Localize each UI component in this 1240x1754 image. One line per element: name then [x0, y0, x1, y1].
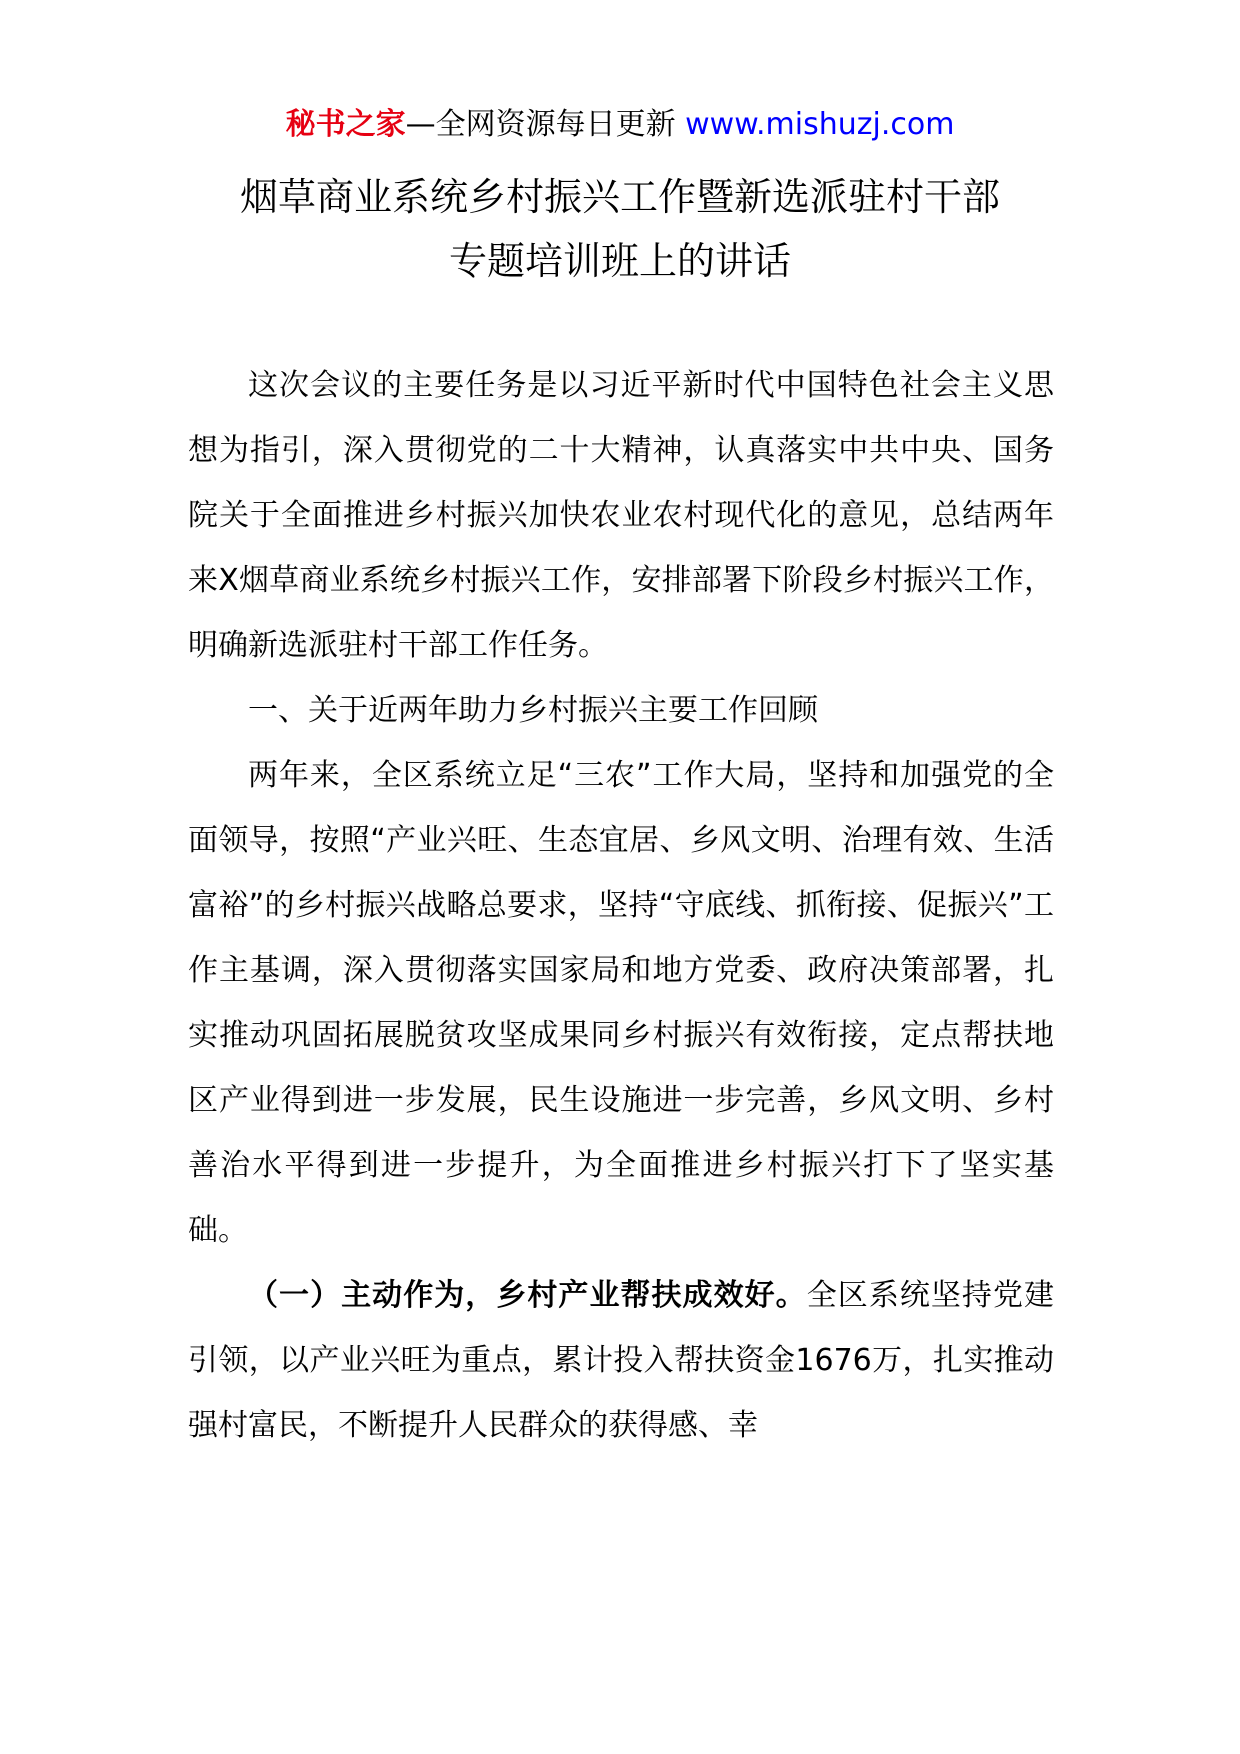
title-line-2: 专题培训班上的讲话 — [448, 239, 791, 283]
section-heading: 一、关于近两年助力乡村振兴主要工作回顾 — [248, 693, 818, 728]
site-header — [0, 103, 1240, 147]
title-line-1: 烟草商业系统乡村振兴工作暨新选派驻村干部 — [239, 175, 1000, 219]
subsection-heading: （一）主动作为，乡村产业帮扶成效好。 — [248, 1278, 807, 1313]
document-body — [188, 353, 1054, 1458]
document-title — [0, 165, 1240, 293]
site-url-link[interactable]: www.mishuzj.com — [685, 107, 955, 142]
intro-paragraph: 这次会议的主要任务是以习近平新时代中国特色社会主义思想为指引，深入贯彻党的二十大精神，认真落实中共中央、国务院关于全面推进乡村振兴加快农业农村现代化的意见，总结两年来X烟草商业系统乡村振兴工作，安排部署下阶段乡村振兴工作，明确新选派驻村干部工作任务。 — [188, 368, 1054, 663]
brand-name: 秘书之家 — [285, 107, 406, 142]
header-tagline: —全网资源每日更新 — [405, 107, 686, 142]
subsection-paragraph — [188, 1263, 1054, 1458]
subsection-text: 全区系统坚持党建引领，以产业兴旺为重点，累计投入帮扶资金1676万，扎实推动强村富民，不断提升人民群众的获得感、幸 — [188, 1278, 1055, 1443]
review-paragraph: 两年来，全区系统立足“三农”工作大局，坚持和加强党的全面领导，按照“产业兴旺、生态宜居、乡风文明、治理有效、生活富裕”的乡村振兴战略总要求，坚持“守底线、抓衔接、促振兴”工作主基调，深入贯彻落实国家局和地方党委、政府决策部署，扎实推动巩固拓展脱贫攻坚成果同乡村振兴有效衔接，定点帮扶地区产业得到进一步发展，民生设施进一步完善，乡风文明、乡村善治水平得到进一步提升，为全面推进乡村振兴打下了坚实基础。 — [188, 758, 1054, 1248]
